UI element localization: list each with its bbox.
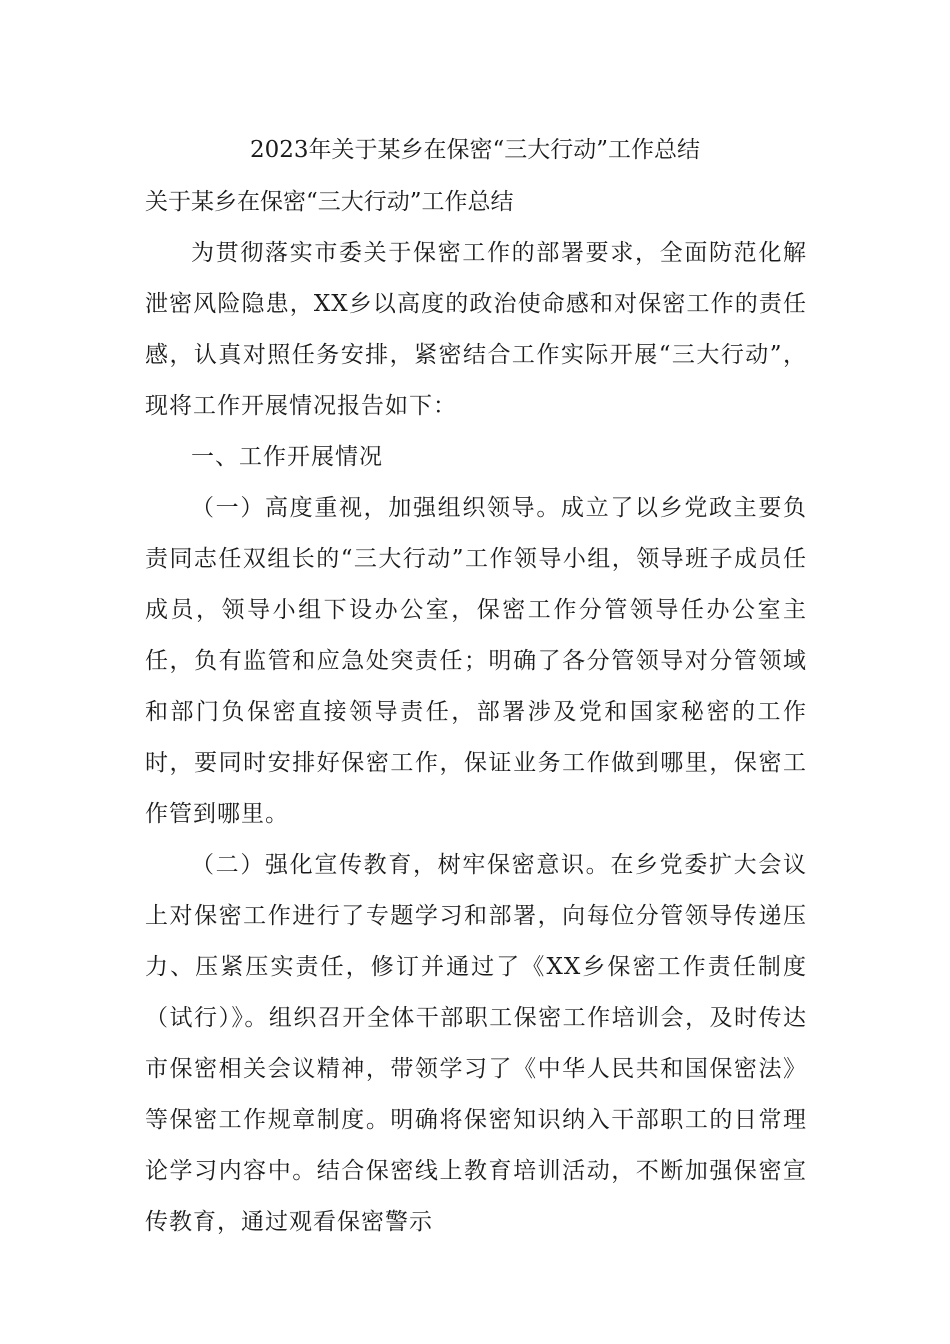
paragraph-education: （二）强化宣传教育，树牢保密意识。在乡党委扩大会议上对保密工作进行了专题学习和部署，向每位分管领导传递压力、压紧压实责任，修订并通过了《XX乡保密工作责任制度（试行）》。组织召开全体干部职工保密工作培训会，及时传达市保密相关会议精神，带领学习了《中华人民共和国保密法》等保密工作规章制度。明确将保密知识纳入干部职工的日常理论学习内容中。结合保密线上教育培训活动，不断加强保密宣传教育，通过观看保密警示 <box>145 852 807 1235</box>
intro-paragraph: 为贯彻落实市委关于保密工作的部署要求，全面防范化解泄密风险隐患，XX乡以高度的政治使命感和对保密工作的责任感，认真对照任务安排，紧密结合工作实际开展“三大行动”，现将工作开展情况报告如下： <box>145 240 807 419</box>
document-subtitle: 关于某乡在保密“三大行动”工作总结 <box>145 189 514 215</box>
document-title: 2023年关于某乡在保密“三大行动”工作总结 <box>249 137 701 163</box>
paragraph-organization: （一）高度重视，加强组织领导。成立了以乡党政主要负责同志任双组长的“三大行动”工作领导小组，领导班子成员任成员，领导小组下设办公室，保密工作分管领导任办公室主任，负有监管和应急处突责任；明确了各分管领导对分管领域和部门负保密直接领导责任，部署涉及党和国家秘密的工作时，要同时安排好保密工作，保证业务工作做到哪里，保密工作管到哪里。 <box>145 495 807 827</box>
document-body <box>145 228 807 1248</box>
section-heading: 一、工作开展情况 <box>191 444 383 470</box>
